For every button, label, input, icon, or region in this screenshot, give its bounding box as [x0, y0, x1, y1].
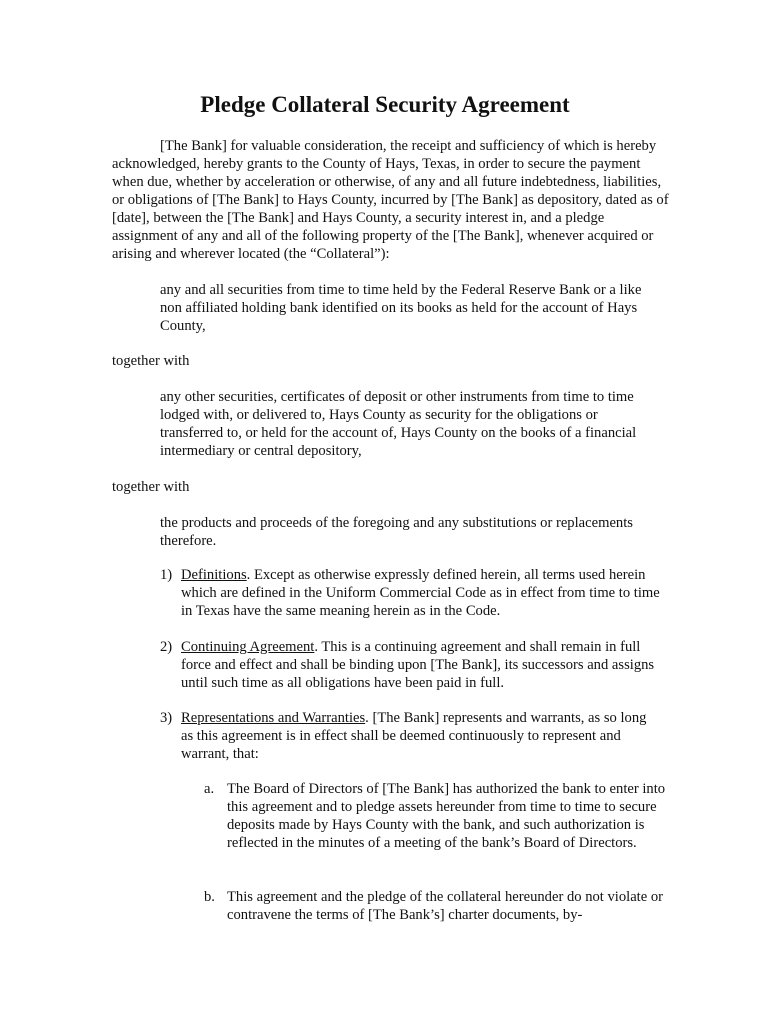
document-title: Pledge Collateral Security Agreement — [200, 92, 570, 117]
intro-paragraph: [The Bank] for valuable consideration, the receipt and sufficiency of which is hereby acknowledged, hereby grants to the County of Hays, Texas, in order to secure the payment when due, whether by acceleration or otherwise, of any and all future indebtedness, liabilities, or obligations of [The Bank] to Hays County, incurred by [The Bank] as depository, dated as of [date], between the [The Bank] and Hays County, a security interest in, and a pledge assignment of any and all of the following property of the [The Bank], whenever acquired or arising and wherever located (the “Collateral”): — [112, 138, 669, 262]
together-with-1: together with — [112, 353, 190, 369]
section-number-2: 2) — [160, 639, 173, 655]
subitem-letter-b: b. — [204, 889, 215, 905]
section-text-1: . Except as otherwise expressly defined herein, all terms used herein which are defined in the Uniform Commercial Code as in effect from time to time in Texas have the same meaning herein as in the Code. — [181, 567, 660, 619]
section-3 — [181, 709, 661, 763]
section-text-2: . This is a continuing agreement and shall remain in full force and effect and shall be binding upon [The Bank], its successors and assigns until such time as all obligations have been paid in full. — [181, 639, 655, 691]
section-number-3: 3) — [160, 710, 173, 726]
collateral-item-1: any and all securities from time to time held by the Federal Reserve Bank or a like non affiliated holding bank identified on its books as held for the account of Hays County, — [160, 282, 642, 334]
subitem-b: This agreement and the pledge of the collateral hereunder do not violate or contravene the terms of [The Bank’s] charter documents, by- — [227, 889, 664, 923]
section-1 — [181, 566, 661, 620]
section-text-3: . [The Bank] represents and warrants, as so long as this agreement is in effect shall be deemed continuously to represent and warrant, that: — [181, 710, 647, 762]
collateral-item-2: any other securities, certificates of deposit or other instruments from time to time lodged with, or delivered to, Hays County as security for the obligations or transferred to, or held for the account of, Hays County on the books of a financial intermediary or central depository, — [160, 389, 637, 459]
subitem-a: The Board of Directors of [The Bank] has authorized the bank to enter into this agreement and to pledge assets hereunder from time to time to secure deposits made by Hays County with the bank, and such authorization is reflected in the minutes of a meeting of the bank’s Board of Directors. — [227, 781, 666, 851]
section-heading-3: Representations and Warranties — [181, 710, 366, 726]
collateral-item-3: the products and proceeds of the foregoing and any substitutions or replacements therefore. — [160, 515, 633, 549]
section-heading-1: Definitions — [181, 567, 247, 583]
section-number-1: 1) — [160, 567, 173, 583]
section-heading-2: Continuing Agreement — [181, 639, 315, 655]
together-with-2: together with — [112, 479, 190, 495]
subitem-letter-a: a. — [204, 781, 215, 797]
section-2 — [181, 638, 661, 692]
